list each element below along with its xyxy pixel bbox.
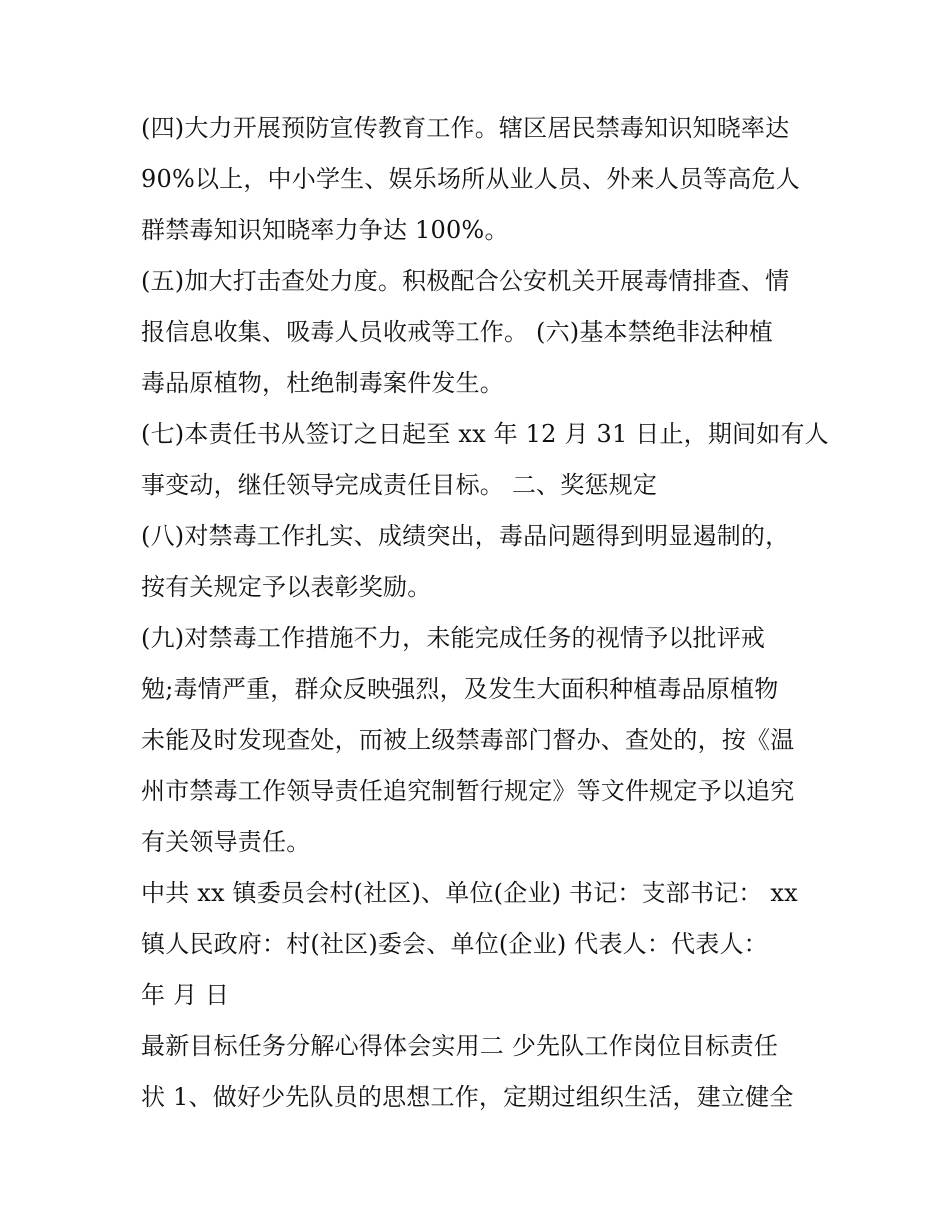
text-line: 事变动，继任领导完成责任目标。 二、奖惩规定 [141, 471, 658, 499]
text-line: (九)对禁毒工作措施不力，未能完成任务的视情予以批评戒 [141, 624, 766, 652]
text-line: 中共 xx 镇委员会村(社区)、单位(企业) 书记：支部书记： xx [141, 879, 798, 907]
text-line: 按有关规定予以表彰奖励。 [141, 573, 432, 601]
document-body [141, 103, 829, 1123]
text-line: (七)本责任书从签订之日起至 xx 年 12 月 31 日止，期间如有人 [141, 420, 829, 448]
text-line: 毒品原植物，杜绝制毒案件发生。 [141, 369, 504, 397]
text-line: 勉;毒情严重，群众反映强烈，及发生大面积种植毒品原植物 [141, 675, 779, 703]
text-line: (八)对禁毒工作扎实、成绩突出，毒品问题得到明显遏制的， [141, 522, 790, 550]
text-line: (五)加大打击查处力度。积极配合公安机关开展毒情排查、情 [141, 267, 790, 295]
text-line: 90%以上，中小学生、娱乐场所从业人员、外来人员等高危人 [141, 165, 800, 193]
text-line: 报信息收集、吸毒人员收戒等工作。 (六)基本禁绝非法种植 [141, 318, 773, 346]
text-line: 群禁毒知识知晓率力争达 100%。 [141, 216, 509, 244]
text-line: (四)大力开展预防宣传教育工作。辖区居民禁毒知识知晓率达 [141, 114, 790, 142]
text-line: 最新目标任务分解心得体会实用二 少先队工作岗位目标责任 [141, 1032, 779, 1060]
text-line: 镇人民政府：村(社区)委会、单位(企业) 代表人：代表人： [141, 930, 768, 958]
text-line: 状 1、做好少先队员的思想工作，定期过组织生活，建立健全 [141, 1083, 794, 1111]
text-line: 州市禁毒工作领导责任追究制暂行规定》等文件规定予以追究 [141, 777, 795, 805]
text-line: 未能及时发现查处，而被上级禁毒部门督办、查处的，按《温 [141, 726, 795, 754]
text-line: 年 月 日 [141, 981, 230, 1009]
text-line: 有关领导责任。 [141, 828, 311, 856]
